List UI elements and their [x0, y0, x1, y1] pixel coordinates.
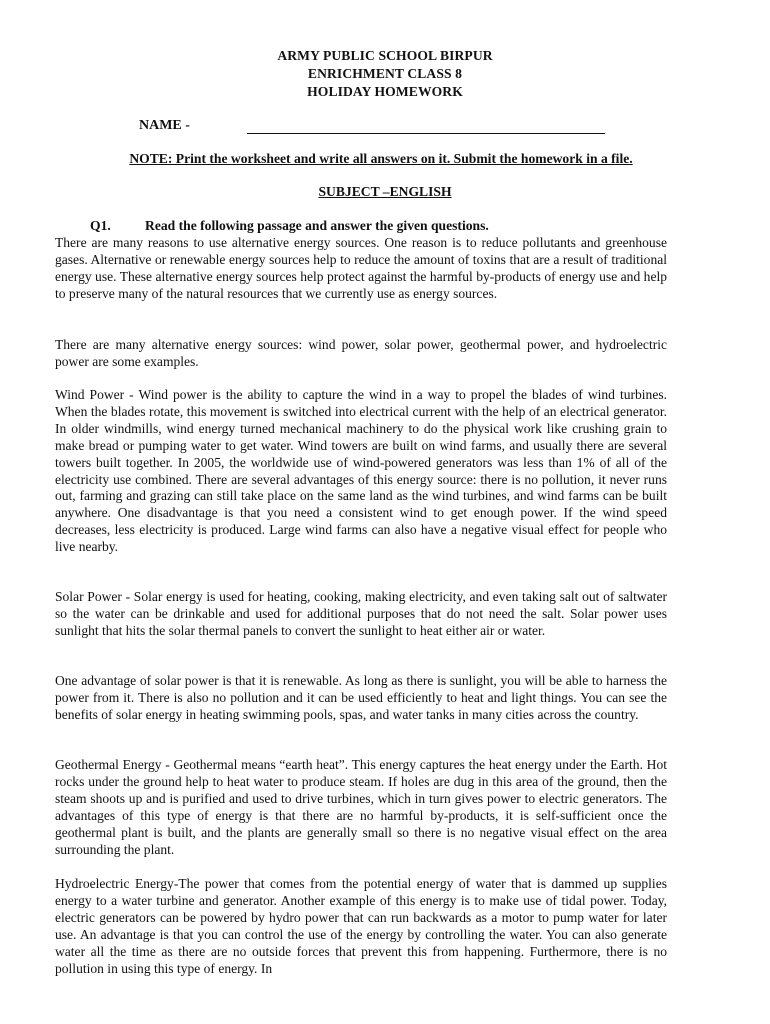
passage-examples-paragraph: There are many alternative energy sources: wind power, solar power, geothermal power, and hydroelectric power are some examples.	[55, 337, 667, 369]
passage-geothermal-paragraph: Geothermal Energy - Geothermal means “earth heat”. This energy captures the heat energy under the Earth. Hot rocks under the ground help to heat water to produce steam. If holes are dug in this area of the ground, then the steam shoots up and is purified and used to drive turbines, which in turn gives power to electric generators. The advantages of this type of energy is that there are no harmful by-products, it is self-sufficient once the geothermal plant is built, and the plants are generally small so there is no negative visual effect on the area surrounding the plant.	[55, 757, 667, 857]
class-title: ENRICHMENT CLASS 8	[307, 66, 463, 81]
passage-intro-paragraph: There are many reasons to use alternative energy sources. One reason is to reduce pollutants and greenhouse gases. Alternative or renewable energy sources help to reduce the amount of toxins that are a result of traditional energy use. These alternative energy sources help protect against the harmful by-products of energy use and help to preserve many of the natural resources that we currently use as energy sources.	[55, 235, 667, 301]
instruction-note: NOTE: Print the worksheet and write all answers on it. Submit the homework in a file.	[129, 151, 633, 166]
name-label: NAME -	[139, 118, 190, 133]
passage-wind-power-paragraph: Wind Power - Wind power is the ability to capture the wind in a way to propel the blades of wind turbines. When the blades rotate, this movement is switched into electrical current with the help of an electrical generator. In older windmills, wind energy turned mechanical machinery to do the physical work like crushing grain to make bread or pumping water to get water. Wind towers are built on wind farms, and usually there are several towers built together. In 2005, the worldwide use of wind-powered generators was less than 1% of all of the electricity use combined. There are several advantages of this energy source: there is no pollution, it never runs out, farming and grazing can still take place on the same land as the wind turbines, and wind farms can be built anywhere. One disadvantage is that you need a consistent wind to get enough power. If the wind speed decreases, less electricity is produced. Large wind farms can also have a negative visual effect for people who live nearby.	[55, 387, 667, 555]
passage-solar-advantage-paragraph: One advantage of solar power is that it is renewable. As long as there is sunlight, you will be able to harness the power from it. There is also no pollution and it can be used efficiently to heat and light things. You can see the benefits of solar energy in heating swimming pools, spas, and water tanks in many cities across the country.	[55, 673, 667, 722]
passage-hydroelectric-paragraph: Hydroelectric Energy-The power that comes from the potential energy of water that is dammed up supplies energy to a water turbine and generator. Another example of this energy is to make use of tidal power. Today, electric generators can be powered by hydro power that can run backwards as a motor to pump water for later use. An advantage is that you can control the use of the energy by controlling the water. You can also generate water all the time as there are no outside forces that prevent this from happening. Furthermore, there is no pollution in using this type of energy. In	[55, 876, 667, 976]
name-blank-line	[247, 133, 605, 134]
subject-heading: SUBJECT –ENGLISH	[318, 184, 452, 199]
question-number: Q1.	[90, 218, 111, 233]
school-name: ARMY PUBLIC SCHOOL BIRPUR	[277, 48, 493, 63]
passage-solar-power-paragraph: Solar Power - Solar energy is used for heating, cooking, making electricity, and even taking salt out of saltwater so the water can be drinkable and used for additional purposes that do not need the salt. Solar power uses sunlight that hits the solar thermal panels to convert the sunlight to heat either air or water.	[55, 589, 667, 638]
homework-title: HOLIDAY HOMEWORK	[307, 84, 463, 99]
question-prompt: Read the following passage and answer the given questions.	[145, 218, 489, 233]
